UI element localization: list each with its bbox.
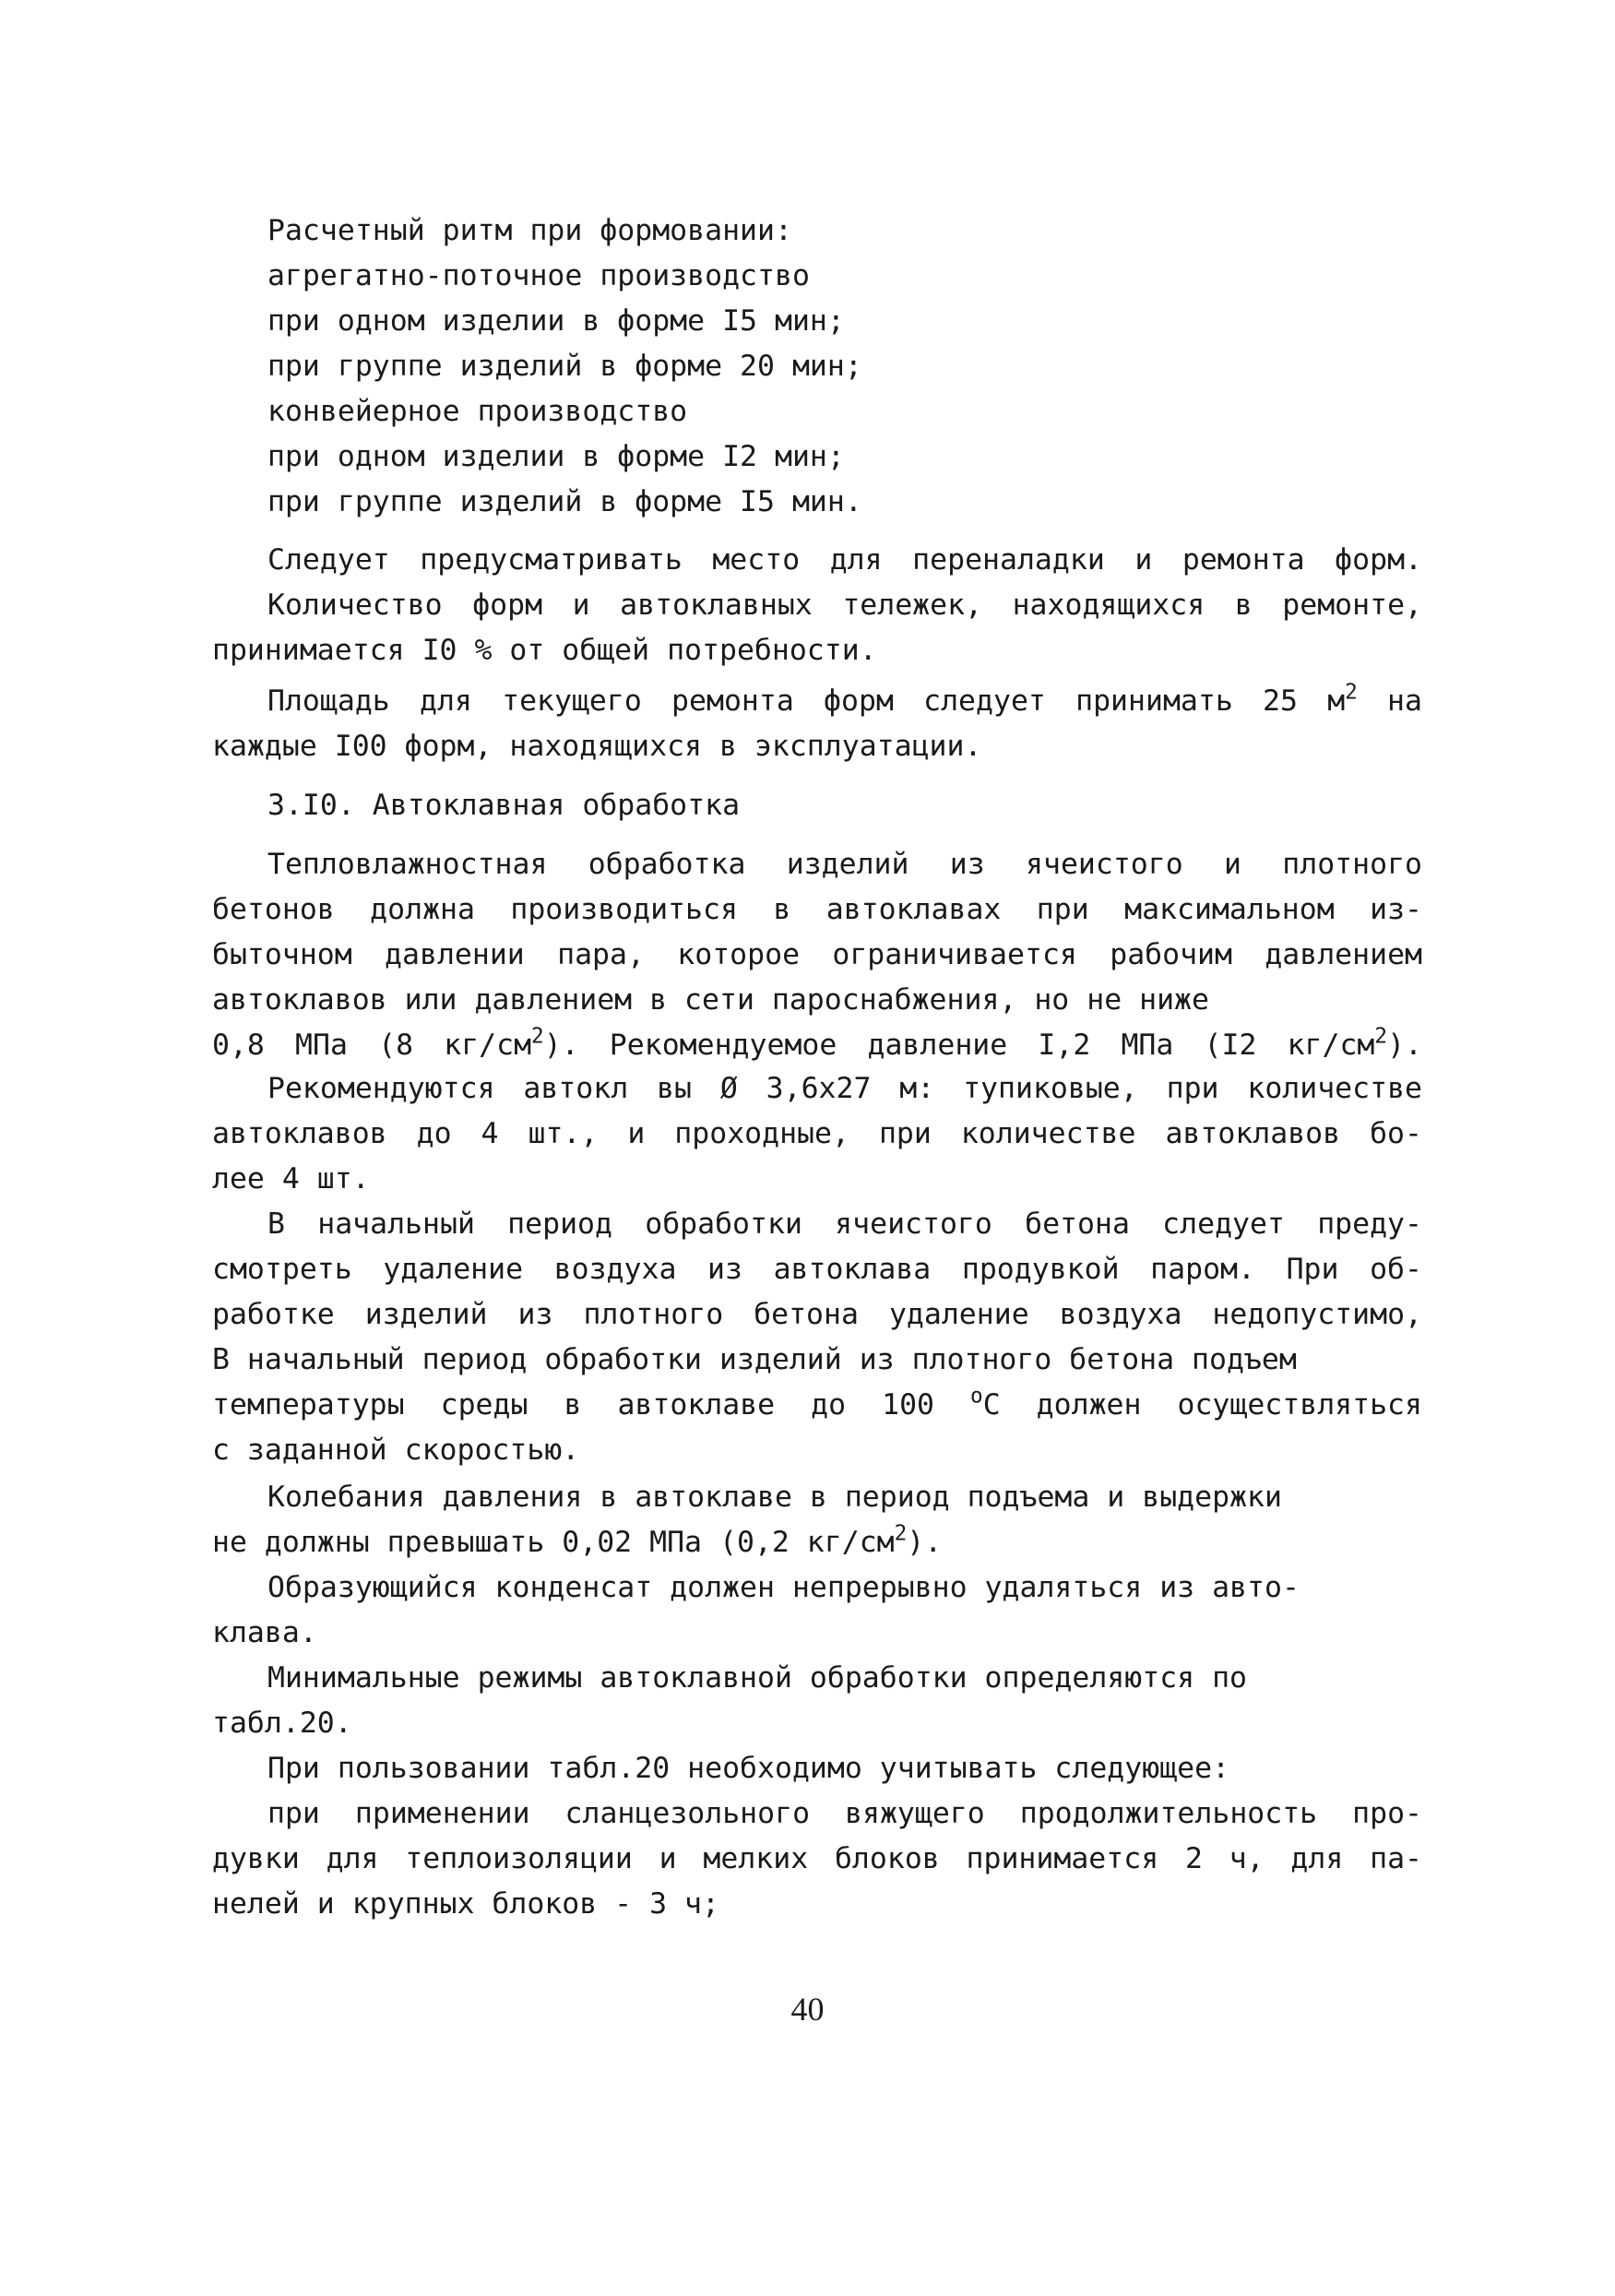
paragraph-line: при применении сланцезольного вяжущего продолжительность про- — [267, 1797, 1422, 1830]
paragraph-line: с заданной скоростью. — [212, 1434, 580, 1467]
paragraph-line: не должны превышать 0,02 МПа (0,2 $кг/см^2$). — [212, 1521, 943, 1559]
paragraph-line: табл.20. — [212, 1707, 352, 1740]
paragraph-line: клава. — [212, 1616, 317, 1649]
paragraph-line: Образующийся конденсат должен непрерывно удаляться из авто- — [267, 1571, 1300, 1604]
section-heading: 3.I0. Автоклавная обработка — [267, 789, 741, 822]
paragraph-line: При пользовании табл.20 необходимо учитывать следующее: — [267, 1752, 1230, 1785]
rhythm-heading: Расчетный ритм при формовании: — [267, 214, 792, 247]
paragraph-line: смотреть удаление воздуха из автоклава продувкой паром. При об- — [212, 1253, 1422, 1286]
paragraph-line: лее 4 шт. — [212, 1162, 370, 1196]
rhythm-line: при группе изделий в форме 20 мин; — [267, 350, 862, 383]
paragraph-line: 0,8 МПа (8 $кг/см^2$). Рекомендуемое давление I,2 МПа (I2 $кг/см^2$). — [212, 1024, 1422, 1062]
paragraph-line: Минимальные режимы автоклавной обработки определяются по — [267, 1661, 1248, 1695]
repair-paragraph-line: Количество форм и автоклавных тележек, находящихся в ремонте, — [267, 589, 1422, 622]
page-number: 40 — [790, 1991, 825, 2028]
repair-paragraph-line: Следует предусматривать место для переналадки и ремонта форм. — [267, 543, 1422, 577]
rhythm-line: при одном изделии в форме I2 мин; — [267, 440, 845, 473]
paragraph-line: дувки для теплоизоляции и мелких блоков принимается 2 ч, для па- — [212, 1842, 1422, 1875]
paragraph-line: автоклавов или давлением в сети пароснабжения, но не ниже — [212, 983, 1209, 1017]
paragraph-line: нелей и крупных блоков - 3 ч; — [212, 1887, 719, 1921]
rhythm-line: при группе изделий в форме I5 мин. — [267, 485, 862, 518]
repair-paragraph-line: принимается I0 % от общей потребности. — [212, 634, 877, 667]
area-paragraph-line: каждые I00 форм, находящихся в эксплуатации. — [212, 730, 982, 763]
paragraph-line: бетонов должна производиться в автоклавах при максимальном из- — [212, 893, 1422, 926]
paragraph-line: автоклавов до 4 шт., и проходные, при количестве автоклавов бо- — [212, 1117, 1422, 1150]
paragraph-line: быточном давлении пара, которое ограничивается рабочим давлением — [212, 938, 1422, 971]
rhythm-line: агрегатно-поточное производство — [267, 259, 810, 292]
paragraph-line: В начальный период обработки изделий из плотного бетона подъем — [212, 1343, 1297, 1376]
paragraph-line: Рекомендуются автокл вы Ø 3,6х27 м: тупиковые, при количестве — [267, 1072, 1422, 1105]
paragraph-line: В начальный период обработки ячеистого бетона следует преду- — [267, 1207, 1422, 1241]
area-paragraph-line: Площадь для текущего ремонта форм следует принимать 25 $м^2$ на — [267, 680, 1422, 718]
paragraph-line: работке изделий из плотного бетона удаление воздуха недопустимо, — [212, 1298, 1422, 1331]
rhythm-line: конвейерное производство — [267, 395, 688, 428]
paragraph-line: температуры среды в автоклаве до 100 $^о$С должен осуществляться — [212, 1384, 1422, 1422]
rhythm-line: при одном изделии в форме I5 мин; — [267, 304, 845, 338]
paragraph-line: Тепловлажностная обработка изделий из ячеистого и плотного — [267, 848, 1422, 881]
paragraph-line: Колебания давления в автоклаве в период подъема и выдержки — [267, 1481, 1282, 1514]
